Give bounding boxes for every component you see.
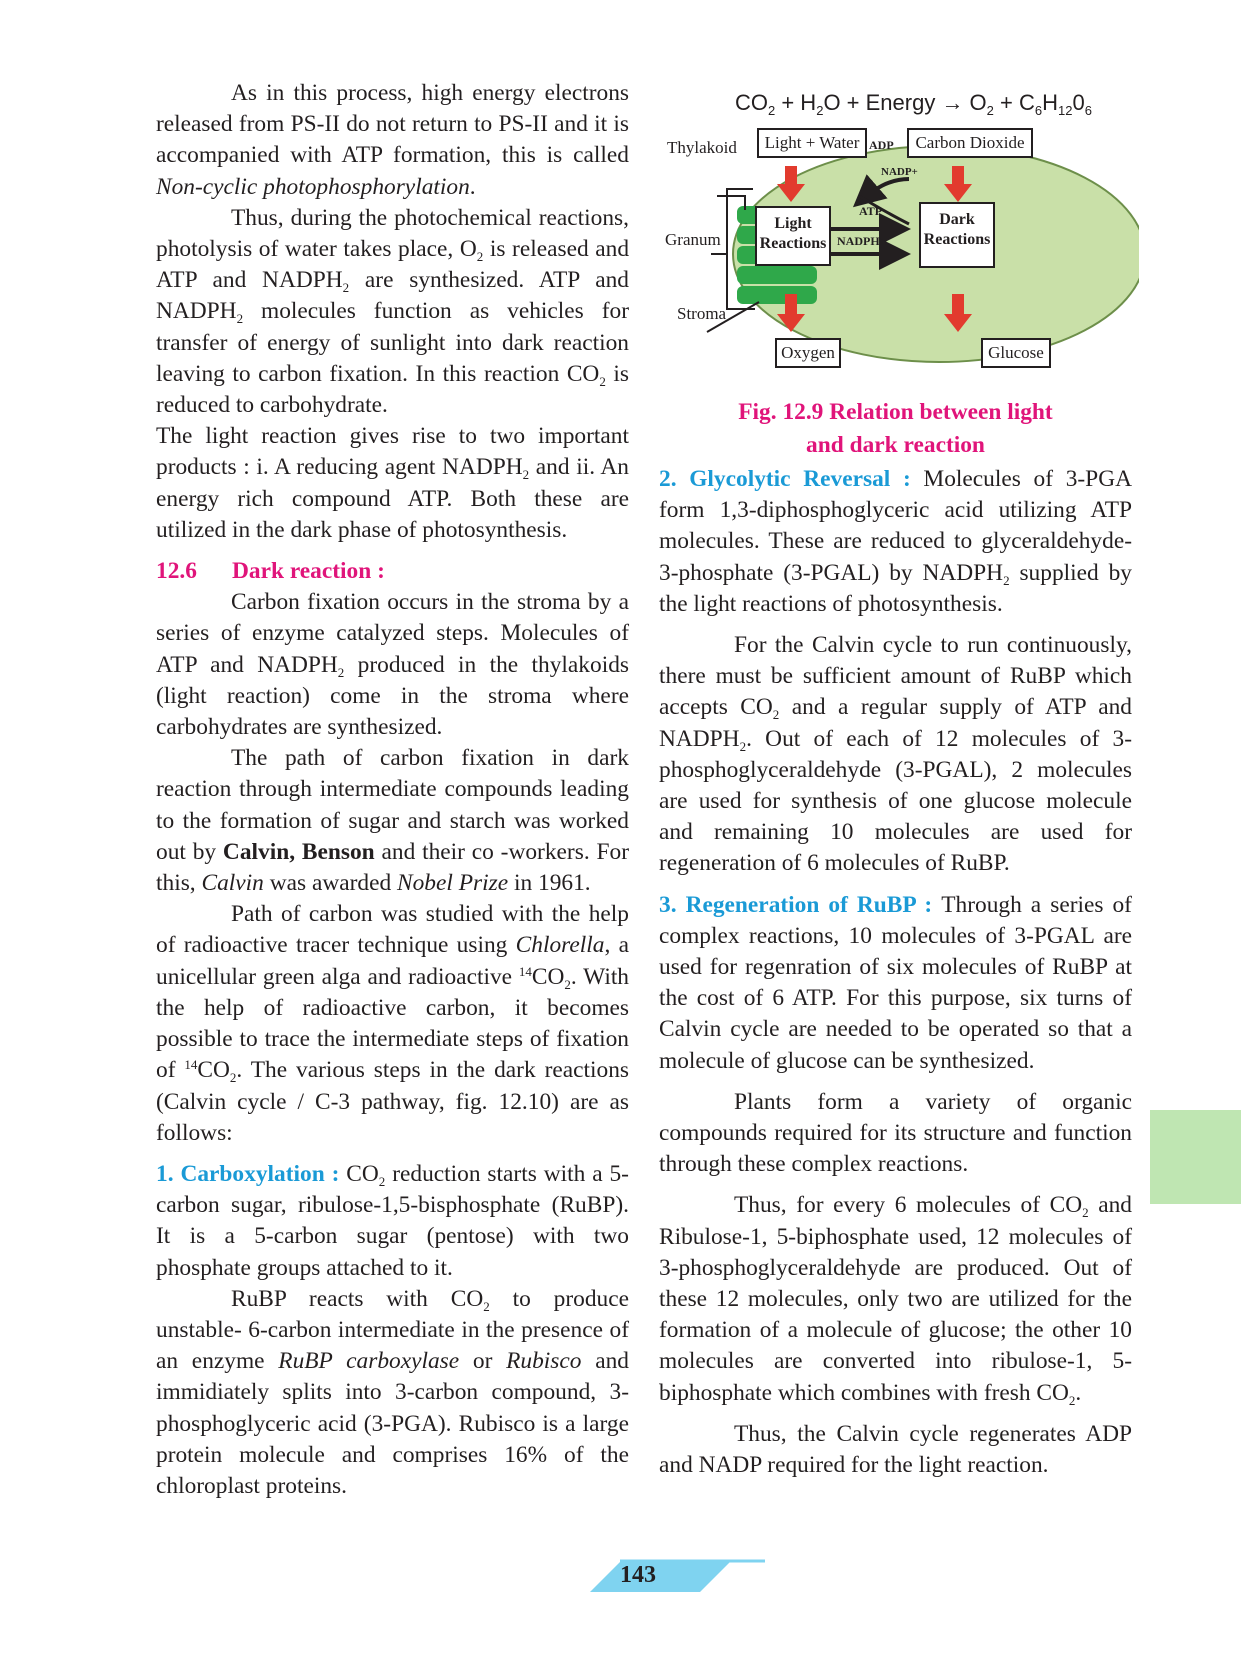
stroma-label: Stroma xyxy=(677,304,727,323)
adp-label: ADP xyxy=(869,138,894,152)
right-column xyxy=(659,464,1132,1481)
light-reactions-box: Light Reactions xyxy=(755,206,831,266)
paragraph-products: The light reaction gives rise to two important products : i. A reducing agent $NADPH_2$ and ii. An energy rich compound ATP. Both these are utilized in the dark phase of photosynthesis. xyxy=(156,423,629,543)
paragraph-regenerates-adp: Thus, the Calvin cycle regenerates ADP and NADP required for the light reaction. xyxy=(659,1420,1132,1479)
nadph-label: NADPH xyxy=(837,234,880,248)
nadp-label: NADP+ xyxy=(881,166,918,178)
dark-reactions-box: Dark Reactions xyxy=(919,202,995,268)
paragraph-organic-compounds: Plants form a variety of organic compounds required for its structure and function through these complex reactions. xyxy=(659,1088,1132,1178)
figure-light-dark-reaction xyxy=(659,84,1139,389)
thylakoid-label: Thylakoid xyxy=(667,138,737,157)
paragraph-noncyclic: As in this process, high energy electrons released from PS-II do not return to PS-II and it is accompanied with ATP formation, this is called Non-cyclic photophosphorylation. xyxy=(156,80,629,200)
paragraph-calvin: The path of carbon fixation in dark reaction through intermediate compounds leading to the formation of sugar and starch was worked out by Calvin, Benson and their co -workers. For this, Calvin was awarded Nobel Prize in 1961. xyxy=(156,745,629,897)
paragraph-tracer: Path of carbon was studied with the help of radioactive tracer technique using Chlorella, a unicellular green alga and radioactive $^{14}CO_2$. With the help of radioactive carbon, it becomes possible to trace the intermediate steps of fixation of $^{14}CO_2$. The various steps in the dark reactions (Calvin cycle / C-3 pathway, fig. 12.10) are as follows: xyxy=(156,901,630,1146)
paragraph-carboxylation: 1. Carboxylation : $CO_2$ reduction starts with a 5-carbon sugar, ribulose-1,5-bisphosphate (RuBP). It is a 5-carbon sugar (pentose) with two phosphate groups attached to it. xyxy=(156,1160,629,1281)
chloroplast-drawing xyxy=(659,84,1139,389)
paragraph-calvin-continuous: For the Calvin cycle to run continuously, there must be sufficient amount of RuBP which accepts $CO_2$ and a regular supply of ATP and $NADPH_2$. Out of each of 12 molecules of 3-phosphoglyceraldehyde (3-PGAL), 2 molecules are used for synthesis of one glucose molecule and remaining 10 molecules are used for regeneration of 6 molecules of RuBP. xyxy=(659,632,1132,877)
paragraph-rubisco: RuBP reacts with $CO_2$ to produce unstable- 6-carbon intermediate in the presence of an enzyme RuBP carboxylase or Rubisco and immidiately splits into 3-carbon compound, 3-phosphoglyceric acid (3-PGA). Rubisco is a large protein molecule and comprises 16% of the chloroplast proteins. xyxy=(156,1285,629,1499)
figure-caption: Fig. 12.9 Relation between light and dark reaction xyxy=(738,399,1053,458)
paragraph-carbon-fixation: Carbon fixation occurs in the stroma by a series of enzyme catalyzed steps. Molecules of ATP and $NADPH_2$ produced in the thylakoids (light reaction) come in the stroma where carbohydrates are synthesized. xyxy=(156,589,629,741)
side-tab-marker xyxy=(1150,1110,1241,1204)
granum-label: Granum xyxy=(665,230,721,249)
paragraph-twelve-molecules: Thus, for every 6 molecules of $CO_2$ and Ribulose-1, 5-biphosphate used, 12 molecules of 3-phosphoglyceraldehyde are produced. Out of these 12 molecules, only two are utilized for the formation of a molecule of glucose; the other 10 molecules are converted into ribulose-1, 5-biphosphate which combines with fresh $CO_2$. xyxy=(659,1192,1133,1408)
light-water-box: Light + Water xyxy=(757,128,867,158)
atp-label: ATP xyxy=(859,204,883,218)
left-column xyxy=(156,78,629,1502)
paragraph-glycolytic-reversal: 2. Glycolytic Reversal : Molecules of 3-PGA form 1,3-diphosphoglyceric acid utilizing ATP molecules. These are reduced to glyceraldehyde-3-phosphate (3-PGAL) by $NADPH_2$ supplied by the light reactions of photosynthesis. xyxy=(659,466,1132,617)
paragraph-photochemical: Thus, during the photochemical reactions, photolysis of water takes place, $O_2$ is released and ATP and $NADPH_2$ are synthesized. ATP and $NADPH_2$ molecules function as vehicles for transfer of energy of sunlight into dark reaction leaving to carbon fixation. In this reaction $CO_2$ is reduced to carbohydrate. xyxy=(156,204,630,419)
paragraph-regeneration: 3. Regeneration of RuBP : Through a series of complex reactions, 10 molecules of 3-PGAL are used for regenration of six molecules of RuBP at the cost of 6 ATP. For this purpose, six turns of Calvin cycle are needed to be operated so that a molecule of glucose can be synthesized. xyxy=(659,891,1132,1074)
oxygen-box: Oxygen xyxy=(775,338,841,368)
page-number: 143 xyxy=(620,1562,656,1588)
glucose-box: Glucose xyxy=(981,338,1051,368)
section-heading: 12.6 Dark reaction : xyxy=(156,558,385,585)
carbon-dioxide-box: Carbon Dioxide xyxy=(907,128,1033,158)
photosynthesis-equation: $CO_2 + H_2O$ + Energy → $O_2 + C_6H_{12}0_6$ xyxy=(735,90,1092,118)
